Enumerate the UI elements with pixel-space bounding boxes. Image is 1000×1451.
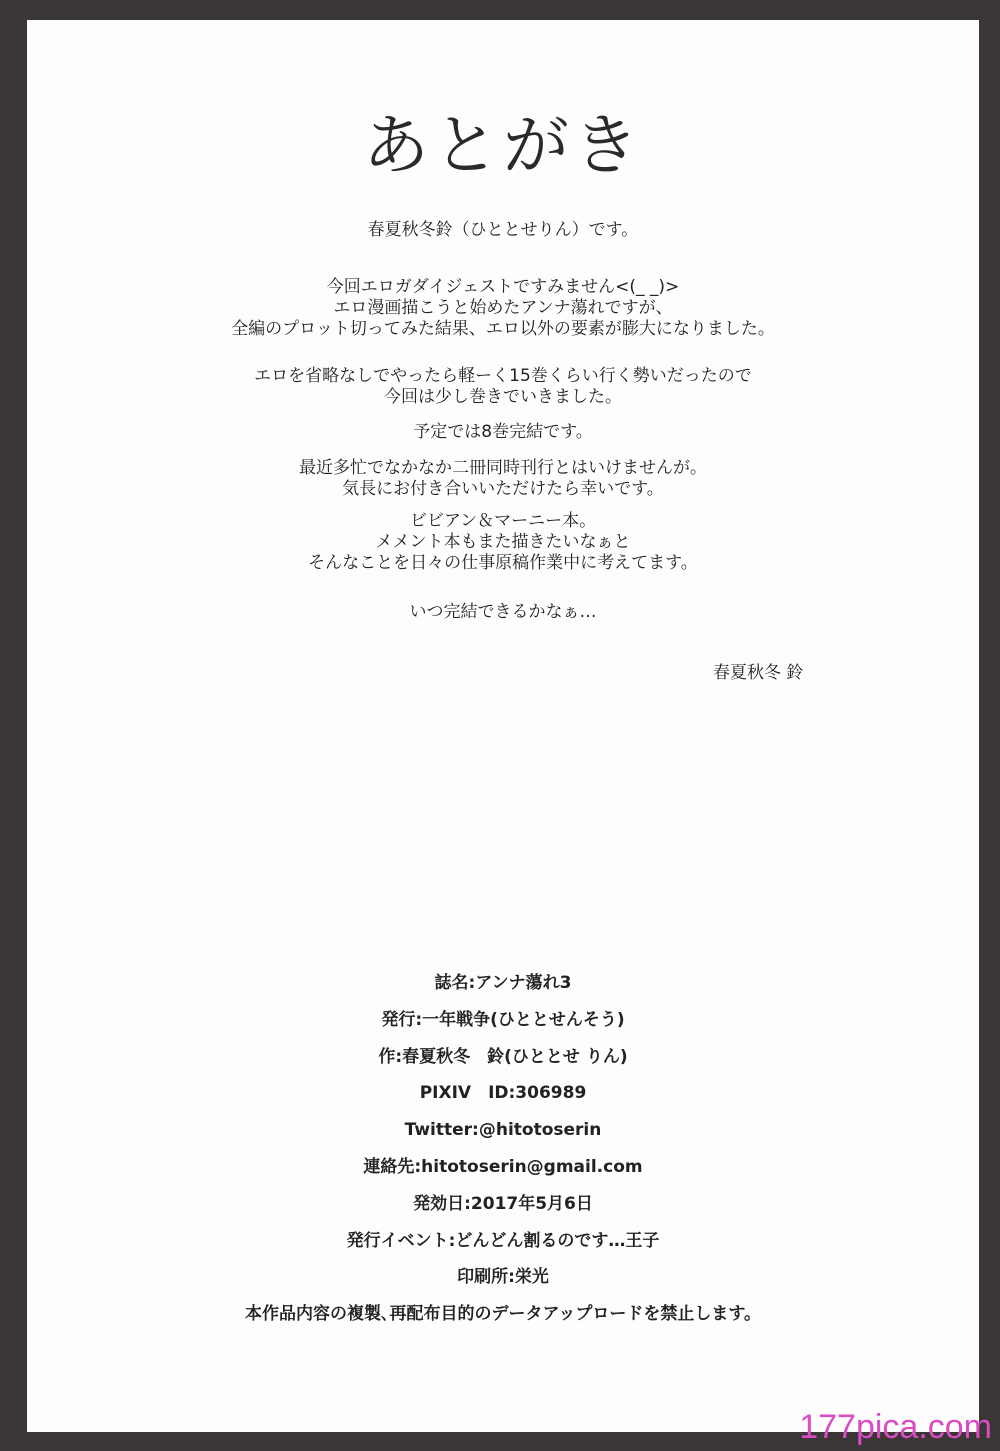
- colophon-date: 発効日:2017年5月6日: [413, 1193, 593, 1214]
- paragraph-1: [27, 277, 979, 340]
- paragraph-2: [27, 366, 979, 408]
- text-line: 今回エロガダイジェストですみません<(_ _)>: [326, 277, 680, 297]
- text-line: ビビアン＆マーニー本。: [409, 511, 597, 531]
- text-line: そんなことを日々の仕事原稿作業中に考えてます。: [308, 553, 698, 573]
- site-watermark: 177pica.com: [799, 1408, 992, 1446]
- text-line: 気長にお付き合いいただけたら幸いです。: [342, 479, 664, 499]
- colophon-publisher: 発行:一年戦争(ひととせんそう): [381, 1009, 625, 1030]
- author-signature: 春夏秋冬 鈴: [713, 663, 804, 683]
- afterword-page: [27, 20, 979, 1432]
- paragraph-3: [27, 422, 979, 443]
- text-line: 今回は少し巻きでいきました。: [384, 387, 622, 407]
- colophon-title: 誌名:アンナ蕩れ3: [434, 973, 572, 993]
- text-line: エロ漫画描こうと始めたアンナ蕩れですが、: [333, 298, 673, 318]
- text-line: メメント本もまた描きたいなぁと: [375, 532, 631, 552]
- intro-text: 春夏秋冬鈴（ひととせりん）です。: [367, 220, 639, 240]
- colophon-twitter: Twitter:@hitotoserin: [404, 1120, 602, 1141]
- colophon-author: 作:春夏秋冬 鈴(ひととせ りん): [378, 1046, 628, 1067]
- intro-line: [27, 220, 979, 241]
- text-line: 最近多忙でなかなか二冊同時刊行とはいけませんが。: [299, 458, 707, 478]
- colophon-copyright: 本作品内容の複製､再配布目的のデータアップロードを禁止します。: [245, 1304, 761, 1325]
- colophon: [27, 970, 979, 1338]
- paragraph-5: [27, 511, 979, 574]
- colophon-pixiv: PIXIV ID:306989: [419, 1083, 587, 1104]
- text-line: エロを省略なしでやったら軽ーく15巻くらい行く勢いだったので: [254, 366, 752, 386]
- colophon-printer: 印刷所:栄光: [457, 1267, 549, 1288]
- paragraph-4: [27, 458, 979, 500]
- page-title: あとがき: [363, 107, 643, 184]
- paragraph-6: [27, 602, 979, 623]
- text-line: 予定では8巻完結です。: [413, 422, 593, 442]
- colophon-event: 発行イベント:どんどん割るのです…王子: [346, 1230, 660, 1251]
- colophon-contact: 連絡先:hitotoserin@gmail.com: [363, 1156, 643, 1177]
- text-line: いつ完結できるかなぁ…: [409, 602, 597, 622]
- text-line: 全編のプロット切ってみた結果、エロ以外の要素が膨大になりました。: [231, 319, 775, 339]
